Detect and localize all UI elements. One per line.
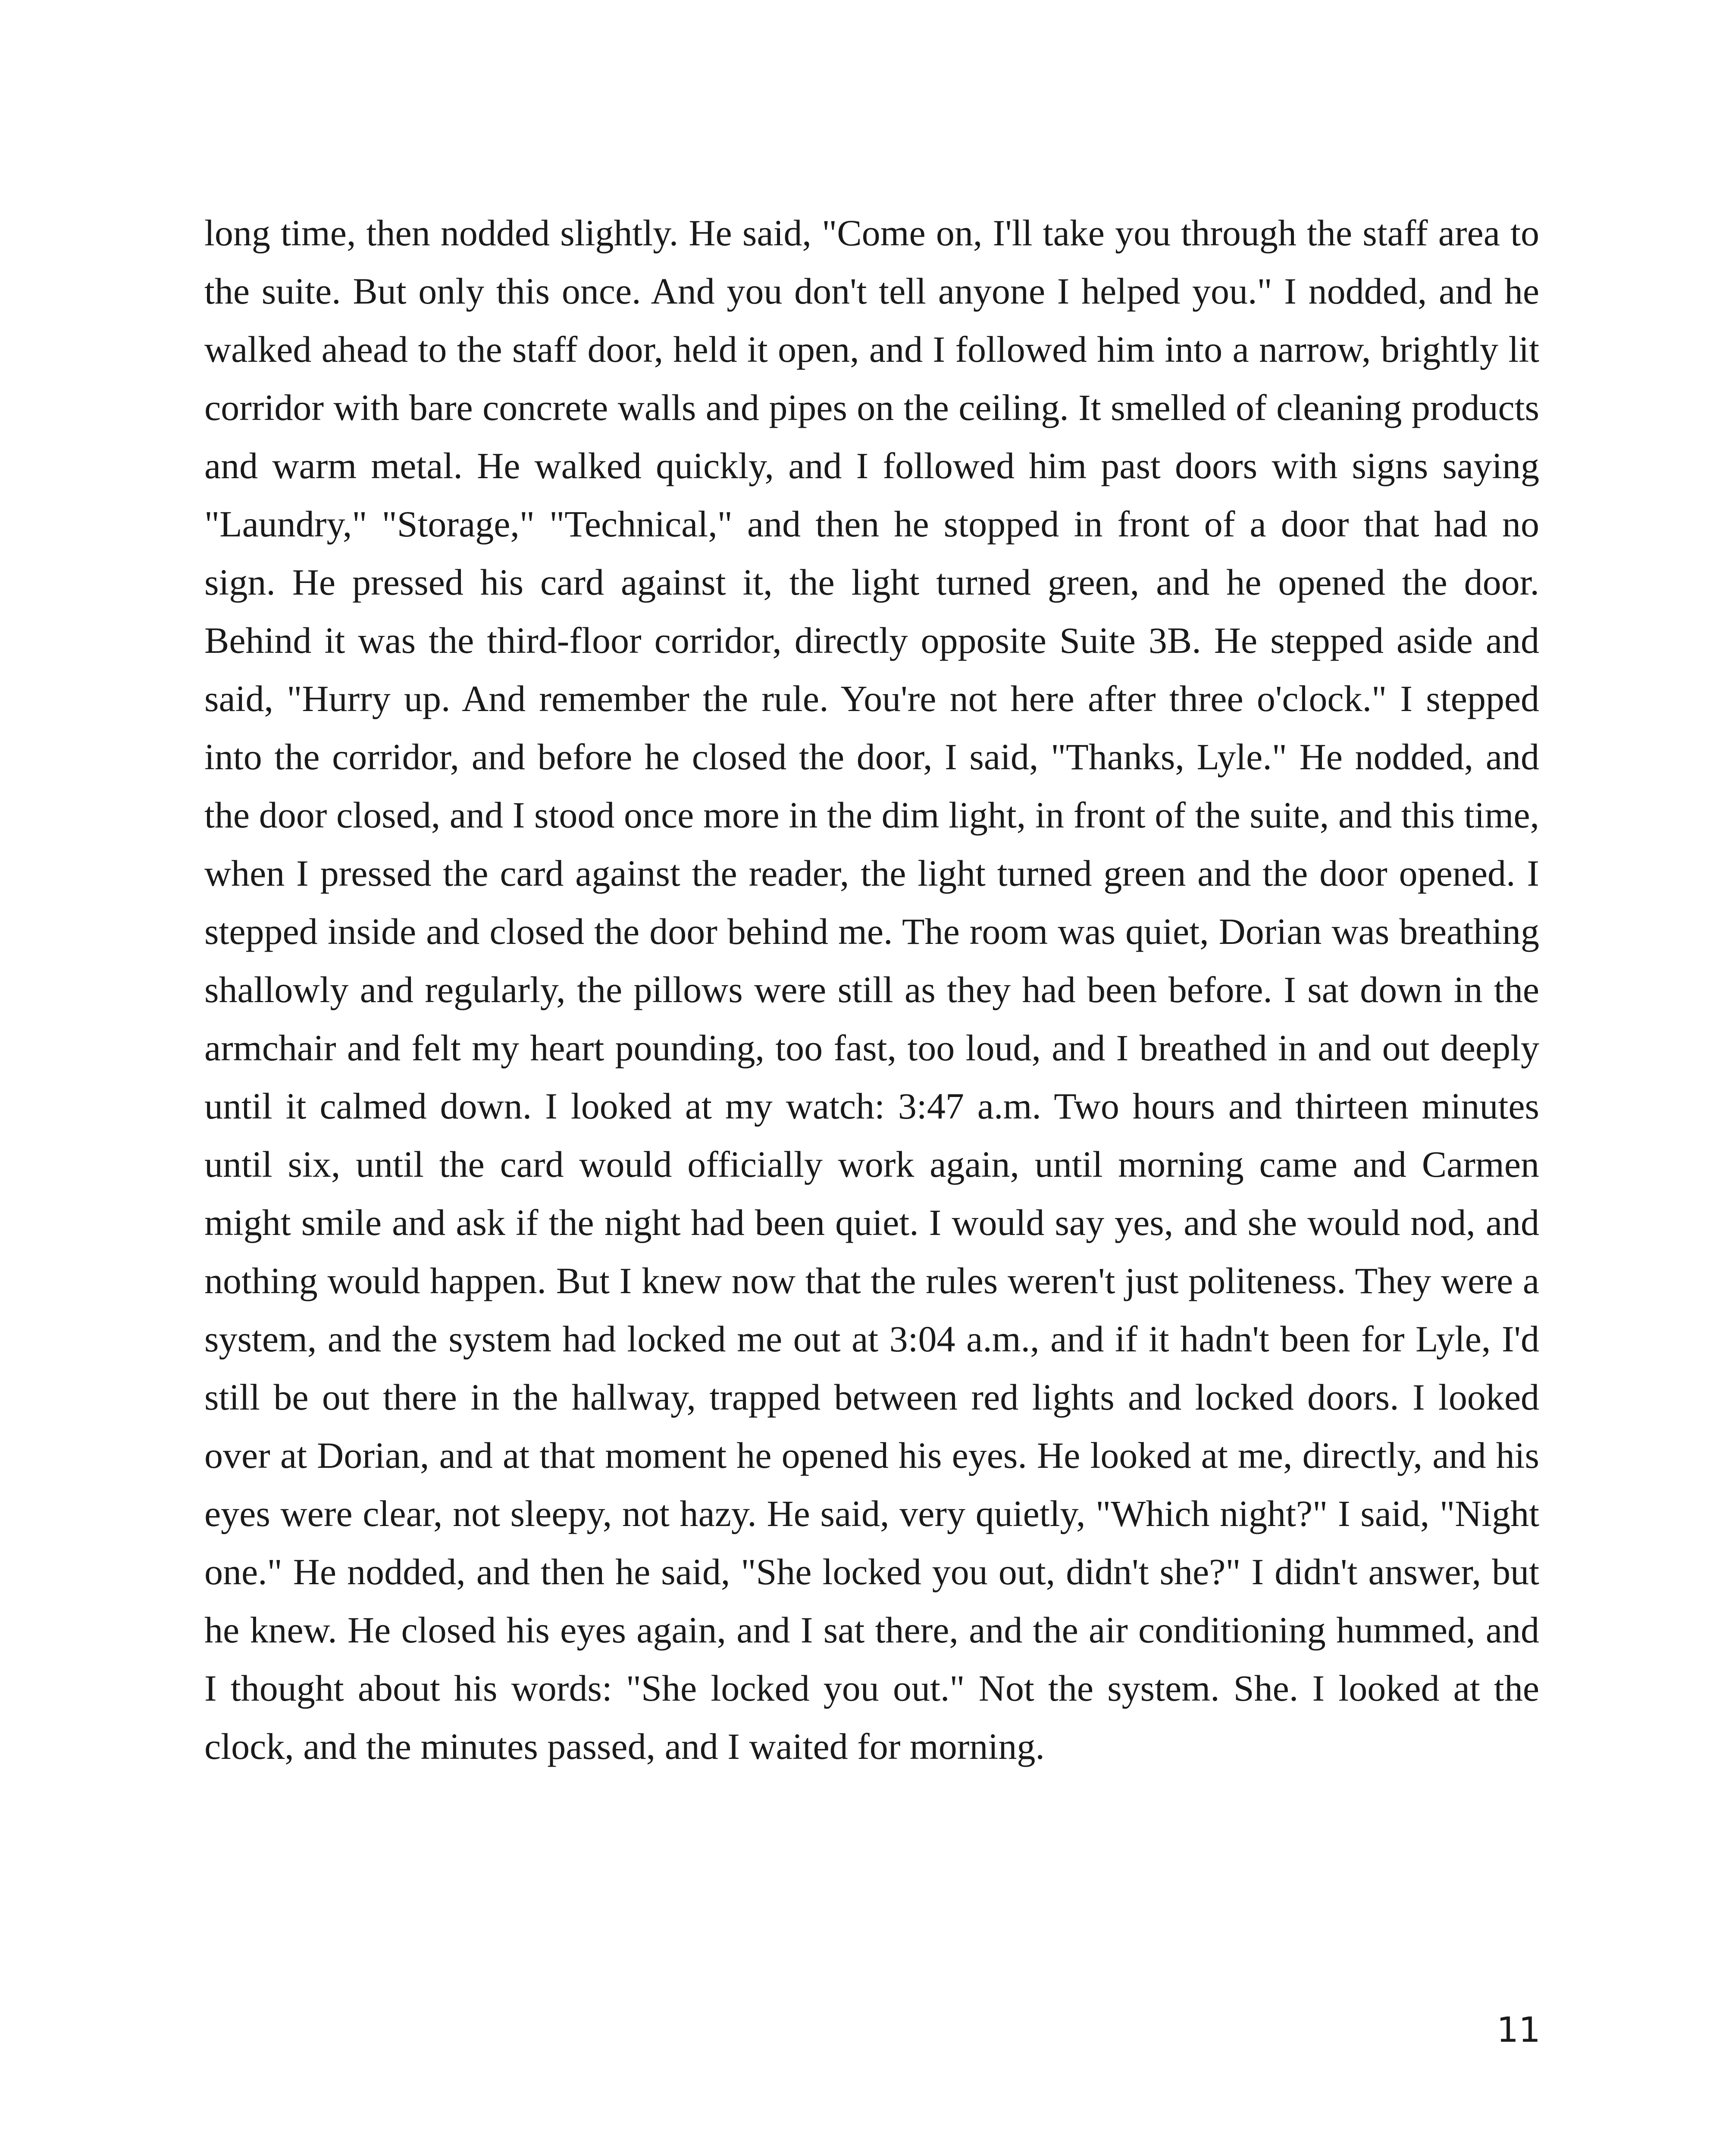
body-paragraph: long time, then nodded slightly. He said, "Come on, I'll take you through the staff area to the suite. But only this once. And you don't tell anyone I helped you." I nodded, and he walked ahead to the staff door, held it open, and I followed him into a narrow, brightly lit corridor with bare concrete walls and pipes on the ceiling. It smelled of cleaning products and warm metal. He walked quickly, and I followed him past doors with signs saying "Laundry," "Storage," "Technical," and then he stopped in front of a door that had no sign. He pressed his card against it, the light turned green, and he opened the door. Behind it was the third-floor corridor, directly opposite Suite 3B. He stepped aside and said, "Hurry up. And remember the rule. You're not here after three o'clock." I stepped into the corridor, and before he closed the door, I said, "Thanks, Lyle." He nodded, and the door closed, and I stood once more in the dim light, in front of the suite, and this time, when I pressed the card against the reader, the light turned green and the door opened. I stepped inside and closed the door behind me. The room was quiet, Dorian was breathing shallowly and regularly, the pillows were still as they had been before. I sat down in the armchair and felt my heart pounding, too fast, too loud, and I breathed in and out deeply until it calmed down. I looked at my watch: 3:47 a.m. Two hours and thirteen minutes until six, until the card would officially work again, until morning came and Carmen might smile and ask if the night had been quiet. I would say yes, and she would nod, and nothing would happen. But I knew now that the rules weren't just politeness. They were a system, and the system had locked me out at 3:04 a.m., and if it hadn't been for Lyle, I'd still be out there in the hallway, trapped between red lights and locked doors. I looked over at Dorian, and at that moment he opened his eyes. He looked at me, directly, and his eyes were clear, not sleepy, not hazy. He said, very quietly, "Which night?" I said, "Night one." He nodded, and then he said, "She locked you out, didn't she?" I didn't answer, but he knew. He closed his eyes again, and I sat there, and the air conditioning hummed, and I thought about his words: "She locked you out." Not the system. She. I looked at the clock, and the minutes passed, and I waited for morning.	[204, 212, 1539, 1767]
page-number: 11	[1497, 2010, 1541, 2050]
